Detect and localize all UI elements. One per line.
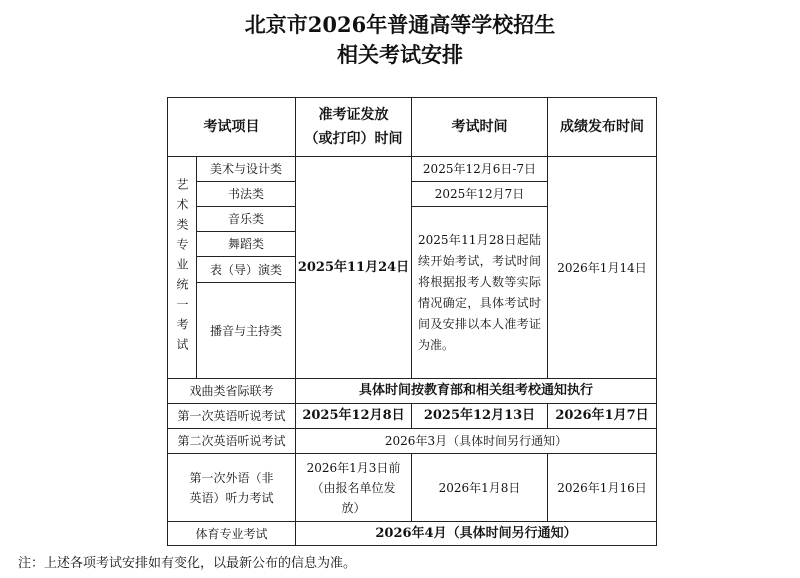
header-project: 考试项目 [167,97,296,157]
art-item-music: 音乐类 [196,206,296,232]
art-exam-time-fine-art: 2025年12月6日-7日 [411,156,548,182]
header-exam-time: 考试时间 [411,97,548,157]
english2-note: 2026年3月（具体时间另行通知） [295,428,657,454]
opera-note: 具体时间按教育部和相关组考校通知执行 [295,378,657,404]
art-exam-time-note: 2025年11月28日起陆续开始考试，考试时间将根据报考人数等实际情况确定，具体考试时间及安排以本人准考证为准。 [411,206,548,379]
footnote: 注：上述各项考试安排如有变化，以最新公布的信息为准。 [18,556,357,571]
foreign-exam: 2026年1月8日 [411,453,548,522]
art-item-fine-art: 美术与设计类 [196,156,296,182]
english2-name: 第二次英语听说考试 [167,428,296,454]
header-score-time: 成绩发布时间 [547,97,657,157]
pe-name: 体育专业考试 [167,521,296,546]
pe-note: 2026年4月（具体时间另行通知） [295,521,657,546]
art-item-dance: 舞蹈类 [196,231,296,257]
art-score-time: 2026年1月14日 [547,156,657,379]
header-ticket-time [295,97,412,157]
english1-score: 2026年1月7日 [547,403,657,429]
english1-exam: 2025年12月13日 [411,403,548,429]
foreign-name: 第一次外语（非英语）听力考试 [167,453,296,522]
art-group-label: 艺术类专业统一考试 [167,156,197,379]
foreign-ticket: 2026年1月3日前（由报名单位发放） [295,453,412,522]
english1-name: 第一次英语听说考试 [167,403,296,429]
opera-name: 戏曲类省际联考 [167,378,296,404]
art-exam-time-calligraphy: 2025年12月7日 [411,181,548,207]
art-item-calligraphy: 书法类 [196,181,296,207]
english1-ticket: 2025年12月8日 [295,403,412,429]
page-subtitle: 相关考试安排 [337,42,463,67]
foreign-score: 2026年1月16日 [547,453,657,522]
header-ticket-line2: （或打印）时间 [304,131,403,147]
page-title: 北京市2026年普通高等学校招生 [244,12,556,37]
art-item-drama: 表（导）演类 [196,256,296,283]
art-ticket-time: 2025年11月24日 [295,156,412,379]
header-ticket-line1: 准考证发放 [318,107,389,123]
art-item-broadcasting: 播音与主持类 [196,282,296,379]
